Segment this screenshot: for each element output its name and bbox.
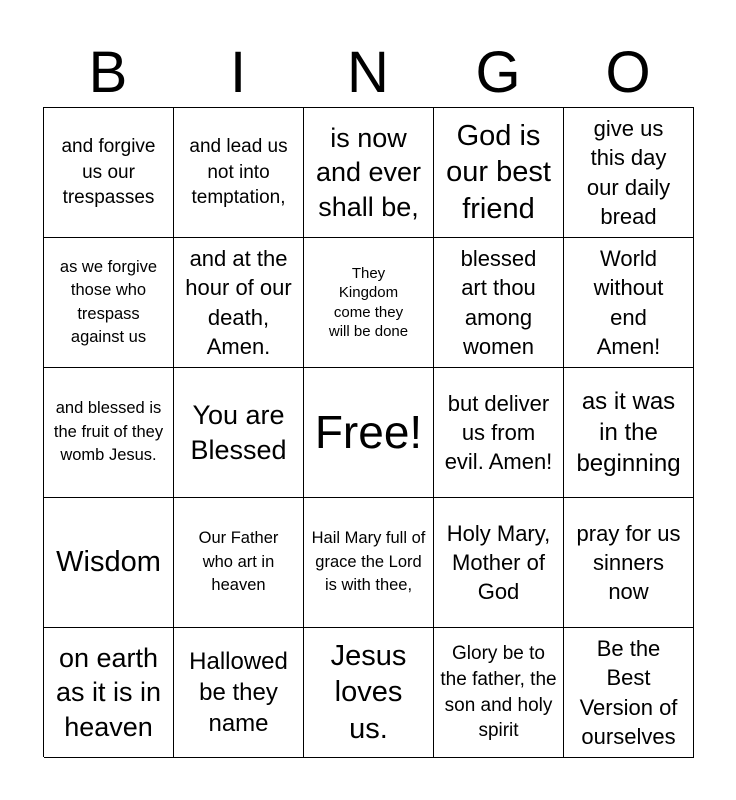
cell-text: and blessed is the fruit of they womb Jesus. — [53, 399, 164, 465]
bingo-cell-r3-c5[interactable] — [564, 368, 694, 498]
bingo-grid — [43, 107, 694, 757]
cell-text: but deliver us from evil. Amen! — [444, 390, 553, 475]
bingo-cell-r2-c4[interactable] — [434, 238, 564, 368]
cell-text: You are Blessed — [190, 399, 287, 465]
bingo-cell-r4-c4[interactable] — [434, 498, 564, 628]
bingo-cell-r5-c4[interactable] — [434, 628, 564, 758]
bingo-cell-r2-c2[interactable] — [174, 238, 304, 368]
cell-text: as we forgive those who trespass against us — [59, 257, 158, 346]
cell-text: Our Father who art in heaven — [198, 529, 279, 595]
cell-text: and at the hour of our death, Amen. — [185, 246, 292, 359]
cell-text: pray for us sinners now — [576, 520, 681, 605]
cell-text: Hail Mary full of grace the Lord is with thee, — [311, 529, 426, 595]
cell-text: and lead us not into temptation, — [189, 136, 288, 209]
bingo-cell-r1-c3[interactable] — [304, 108, 434, 238]
free-space-text: Free! — [314, 406, 423, 459]
bingo-cell-r3-c2[interactable] — [174, 368, 304, 498]
header-letter-o: O — [605, 40, 651, 105]
bingo-cell-free[interactable] — [304, 368, 434, 498]
bingo-cell-r1-c5[interactable] — [564, 108, 694, 238]
cell-text: Holy Mary, Mother of God — [446, 520, 551, 605]
cell-text: give us this day our daily bread — [586, 116, 671, 229]
bingo-header — [43, 38, 693, 108]
bingo-cell-r2-c3[interactable] — [304, 238, 434, 368]
bingo-cell-r1-c4[interactable] — [434, 108, 564, 238]
bingo-cell-r1-c1[interactable] — [44, 108, 174, 238]
bingo-cell-r4-c5[interactable] — [564, 498, 694, 628]
cell-text: Be the Best Version of ourselves — [579, 636, 678, 749]
cell-text: God is our best friend — [446, 120, 551, 225]
bingo-cell-r4-c1[interactable] — [44, 498, 174, 628]
bingo-cell-r5-c3[interactable] — [304, 628, 434, 758]
cell-text: on earth as it is in heaven — [55, 642, 162, 742]
cell-text: blessed art thou among women — [460, 246, 537, 359]
cell-text: World without end Amen! — [593, 246, 664, 359]
bingo-cell-r4-c3[interactable] — [304, 498, 434, 628]
cell-text: and forgive us our trespasses — [61, 136, 156, 209]
bingo-cell-r3-c4[interactable] — [434, 368, 564, 498]
header-letter-n: N — [347, 40, 389, 105]
cell-text: as it was in the beginning — [576, 387, 681, 478]
cell-text: Wisdom — [56, 546, 161, 579]
header-letter-g: G — [475, 40, 521, 105]
bingo-cell-r5-c1[interactable] — [44, 628, 174, 758]
cell-text: Jesus loves us. — [330, 640, 407, 745]
cell-text: They Kingdom come they will be done — [328, 264, 409, 340]
bingo-cell-r5-c2[interactable] — [174, 628, 304, 758]
bingo-cell-r2-c5[interactable] — [564, 238, 694, 368]
bingo-cell-r3-c1[interactable] — [44, 368, 174, 498]
bingo-cell-r1-c2[interactable] — [174, 108, 304, 238]
bingo-cell-r2-c1[interactable] — [44, 238, 174, 368]
bingo-cell-r4-c2[interactable] — [174, 498, 304, 628]
cell-text: is now and ever shall be, — [315, 122, 422, 222]
cell-text: Hallowed be they name — [189, 647, 288, 738]
cell-text: Glory be to the father, the son and holy spirit — [440, 643, 557, 742]
bingo-cell-r5-c5[interactable] — [564, 628, 694, 758]
header-letter-b: B — [88, 40, 128, 105]
header-letter-i: I — [229, 40, 247, 105]
